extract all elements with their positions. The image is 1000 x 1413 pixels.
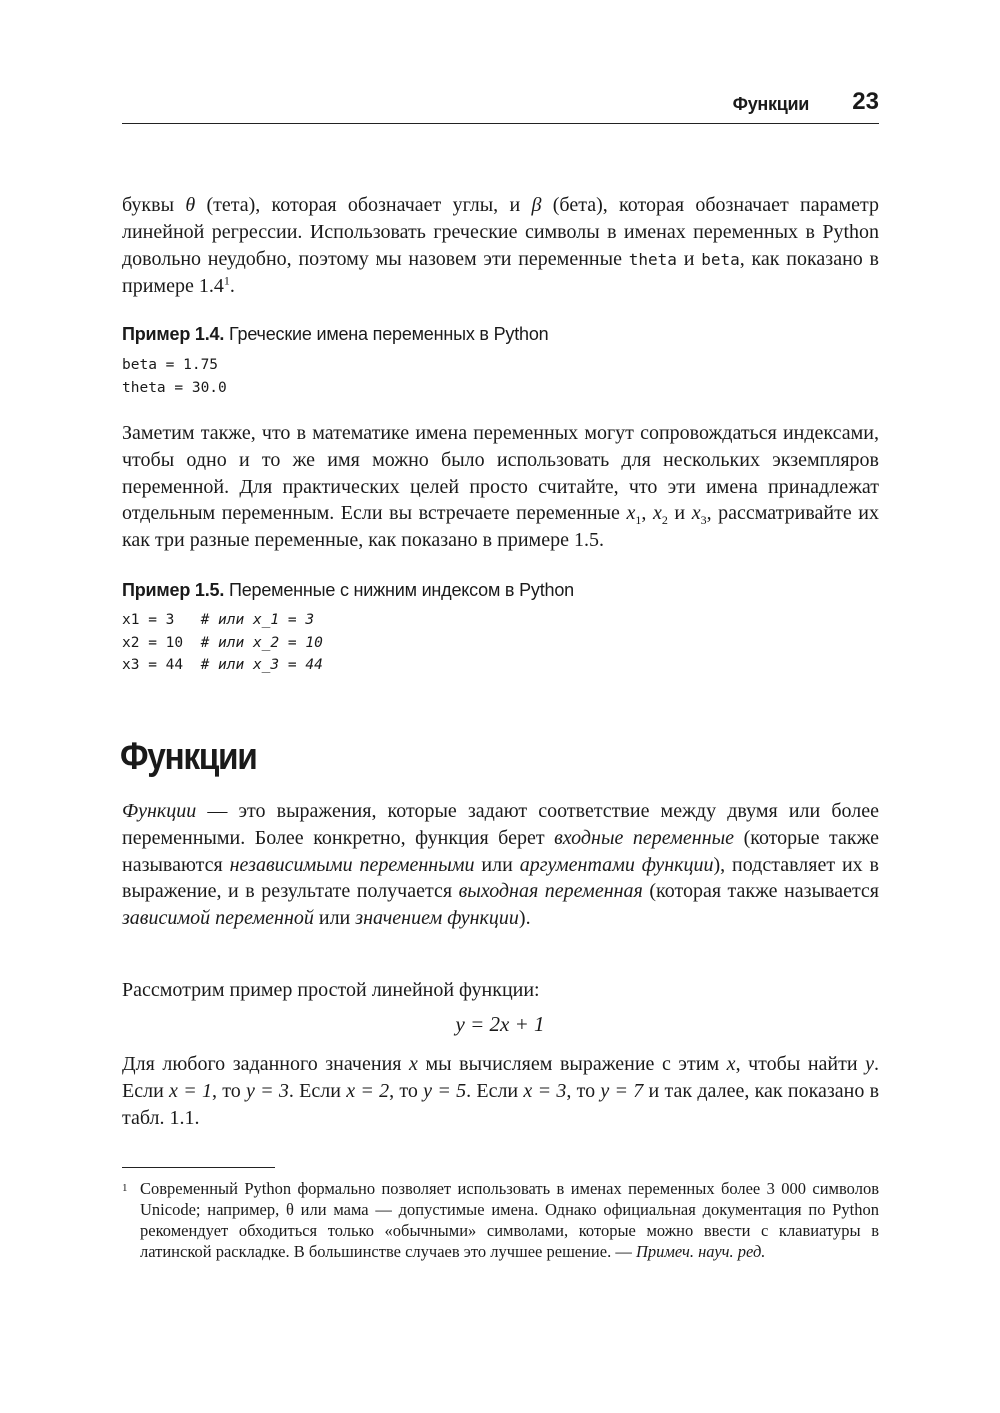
text: . Если	[466, 1079, 524, 1102]
text: , рассматривайте их как три разные переменные, как показано в примере 1.5.	[122, 502, 880, 552]
text: (бета), которая обозначает параметр линейной регрессии. Использовать греческие символы в именах переменных в Python довольно неудобно, поэтому мы назовем эти переменные	[122, 194, 880, 270]
running-head-rule	[122, 123, 879, 124]
beta-symbol: β	[531, 194, 542, 216]
text: , как показано в примере 1.4	[122, 247, 879, 298]
code-block-example-1-4: beta = 1.75 theta = 30.0	[122, 357, 227, 396]
formula-linear-function: y = 2x + 1	[455, 1012, 545, 1036]
page-number: 23	[852, 88, 879, 115]
math-expression: x = 3	[523, 1079, 567, 1102]
example-title: Переменные с нижним индексом в Python	[228, 580, 574, 600]
math-x: x	[726, 1053, 736, 1075]
section-heading: Функции	[120, 736, 257, 778]
paragraph-greek-letters	[122, 192, 879, 300]
subscript: 1	[635, 513, 642, 528]
inline-code-theta: theta	[628, 249, 677, 269]
code-block-example-1-5	[122, 609, 323, 677]
text: Современный Python формально позволяет использовать в именах переменных более 3 000 символов Unicode; например, θ или мама — допустимые имена. Однако официальная документация по Python рекомендует обходиться только «обычными» символами, которые можно ввести с клавиатуры в латинской раскладке. В большинстве случаев это лучшее решение. —	[140, 1179, 879, 1261]
running-head-section: Функции	[732, 94, 809, 114]
text: буквы	[122, 194, 186, 216]
emphasis: выходная переменная	[458, 880, 643, 903]
text: , то	[211, 1079, 246, 1102]
text: Для любого заданного значения	[122, 1053, 410, 1075]
text: , то	[566, 1079, 601, 1102]
paragraph-function-evaluation	[122, 1051, 879, 1131]
text: . Если	[288, 1079, 347, 1102]
math-y: y	[865, 1053, 875, 1075]
example-1-5-caption	[122, 580, 574, 601]
emphasis: независимыми переменными	[229, 853, 475, 876]
text: и	[676, 247, 702, 270]
text: (которая также называется	[642, 880, 880, 903]
running-head	[122, 88, 879, 124]
math-x: x	[409, 1053, 418, 1075]
code-text: x2 = 10	[122, 634, 201, 651]
subscript: 2	[661, 513, 668, 528]
subscript: 3	[700, 513, 707, 528]
footnote-reference[interactable]: 1	[223, 273, 230, 288]
math-expression: y = 3	[245, 1079, 289, 1102]
text: и	[667, 502, 692, 525]
text: — это выражения, которые задают соответствие между двумя или более переменными. Более конкретно, функция берет	[122, 800, 879, 849]
text: , то	[389, 1079, 424, 1102]
code-line	[122, 632, 323, 655]
code-comment: # или x_2 = 10	[200, 634, 323, 651]
text: , чтобы найти	[735, 1053, 866, 1075]
text: или	[313, 907, 356, 930]
math-expression: y = 7	[600, 1079, 644, 1102]
text: (тета), которая обозначает углы, и	[195, 194, 532, 216]
inline-code-beta: beta	[701, 249, 740, 269]
math-x: x	[652, 502, 662, 525]
theta-symbol: θ	[185, 194, 196, 216]
footnote	[122, 1178, 879, 1262]
emphasis: значением функции	[355, 907, 519, 930]
text: ,	[641, 502, 653, 525]
footnote-rule	[122, 1167, 275, 1168]
footnote-text	[140, 1178, 879, 1262]
math-x: x	[691, 502, 701, 525]
code-comment: # или x_1 = 3	[200, 612, 315, 628]
math-expression: x = 2	[346, 1079, 390, 1102]
paragraph-subscripts	[122, 420, 879, 554]
code-line	[122, 654, 323, 677]
text: ).	[518, 907, 531, 930]
text: ), подставляет их в выражение, и в результате получается	[122, 853, 879, 903]
emphasis: зависимой переменной	[122, 907, 314, 930]
footnote-mark: 1	[122, 1182, 128, 1194]
example-label: Пример 1.5.	[122, 580, 225, 600]
text: и так далее, как показано в табл. 1.1.	[122, 1079, 880, 1129]
emphasis: Функции	[122, 800, 197, 822]
text: мы вычисляем выражение с этим	[417, 1053, 727, 1075]
footnote-attribution: Примеч. науч. ред.	[635, 1242, 766, 1261]
paragraph-functions-definition	[122, 798, 879, 932]
example-1-4-caption	[122, 324, 548, 345]
code-text: x1 = 3	[122, 612, 201, 628]
text: .	[229, 275, 235, 298]
code-text: x3 = 44	[122, 657, 201, 673]
code-comment: # или x_3 = 44	[200, 657, 323, 673]
text: (которые также называются	[122, 826, 880, 876]
paragraph-example-intro: Рассмотрим пример простой линейной функции:	[122, 979, 540, 1001]
math-x: x	[626, 502, 636, 525]
math-expression: y = 5	[423, 1079, 467, 1102]
example-label: Пример 1.4.	[122, 324, 225, 344]
text: . Если	[122, 1053, 880, 1102]
text: Заметим также, что в математике имена переменных могут сопровождаться индексами, чтобы одно и то же имя можно было использовать для нескольких экземпляров переменной. Для практических целей просто считайте, что эти имена принадлежат отдельным переменным. Если вы встречаете переменные	[122, 422, 879, 525]
code-line	[122, 609, 323, 632]
text: или	[474, 853, 520, 876]
math-expression: x = 1	[169, 1079, 212, 1102]
emphasis: аргументами функции	[519, 853, 714, 876]
emphasis: входные переменные	[554, 826, 735, 849]
example-title: Греческие имена переменных в Python	[228, 324, 549, 344]
